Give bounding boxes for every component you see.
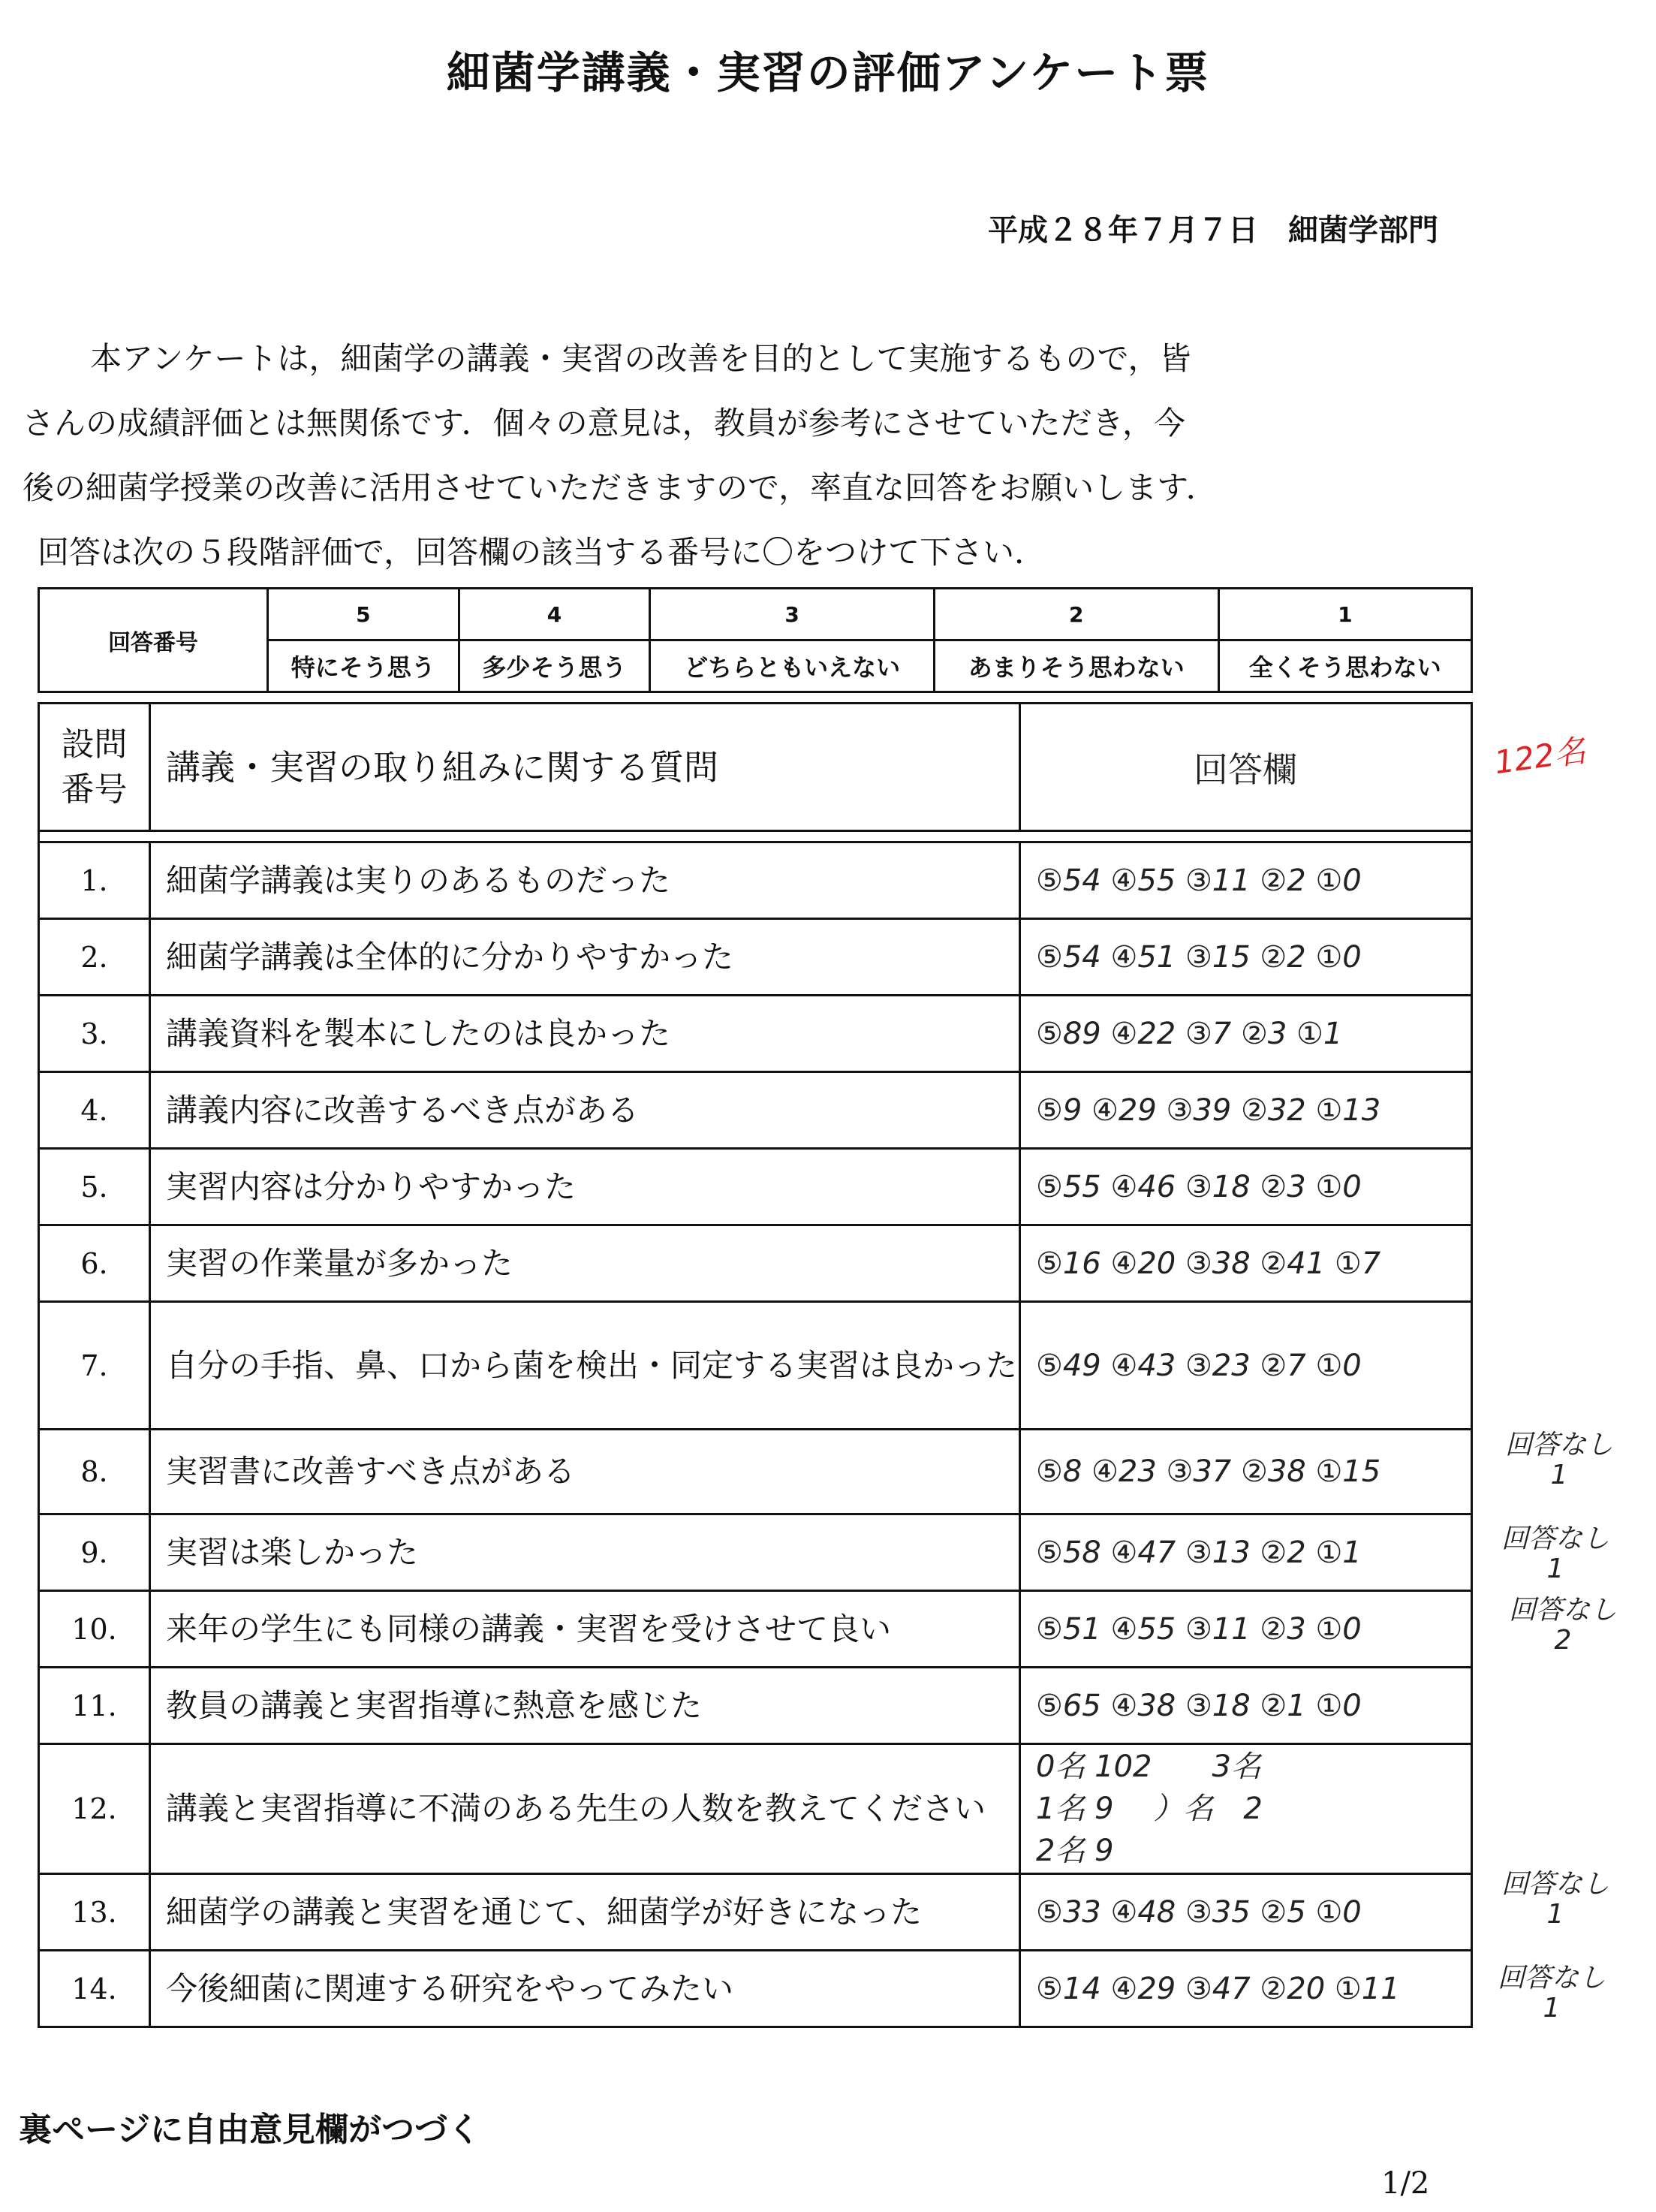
question-number: 7.: [39, 1302, 150, 1430]
question-number: 1.: [39, 842, 150, 919]
scale-number: 5: [268, 589, 459, 640]
table-row: [39, 1951, 1472, 2027]
answer-tally: ⑤58 ④47 ③13 ②2 ①1: [1020, 1514, 1472, 1591]
answer-line: 0名 102 3名: [1036, 1749, 1261, 1784]
question-text: 実習の作業量が多かった: [150, 1225, 1020, 1302]
answer-tally: ⑤9 ④29 ③39 ②32 ①13: [1020, 1072, 1472, 1149]
question-number: 4.: [39, 1072, 150, 1149]
question-table: [38, 702, 1473, 2028]
answer-tally: ⑤8 ④23 ③37 ②38 ①15: [1020, 1430, 1472, 1514]
question-text: 細菌学講義は実りのあるものだった: [150, 842, 1020, 919]
answer-line: 1名 9 ）名 2: [1036, 1792, 1263, 1826]
spacer: [39, 831, 1472, 842]
table-row: [39, 919, 1472, 996]
table-row: [39, 1514, 1472, 1591]
question-text: 講義内容に改善するべき点がある: [150, 1072, 1020, 1149]
scale-label: 多少そう思う: [459, 640, 650, 692]
no-answer-note-q8: [1505, 1430, 1613, 1490]
col-header-answer: 回答欄: [1020, 704, 1472, 831]
scale-number: 1: [1218, 589, 1471, 640]
question-number: 13.: [39, 1874, 150, 1951]
scale-number: 4: [459, 589, 650, 640]
table-row: [39, 1668, 1472, 1744]
scale-label: 全くそう思わない: [1218, 640, 1471, 692]
intro-line: 本アンケートは，細菌学の講義・実習の改善を目的として実施するもので，皆: [90, 340, 1191, 377]
scale-header: 回答番号: [39, 589, 268, 692]
no-answer-note-q14: [1498, 1963, 1606, 2024]
no-answer-note-q10: [1509, 1596, 1617, 1656]
scale-number: 3: [650, 589, 935, 640]
note-count: 1: [1543, 1993, 1561, 2024]
answer-tally: ⑤54 ④55 ③11 ②2 ①0: [1020, 842, 1472, 919]
question-number: 11.: [39, 1668, 150, 1744]
intro-line: 後の細菌学授業の改善に活用させていただきますので，率直な回答をお願いします．: [23, 469, 1218, 506]
note-text: 回答なし: [1498, 1963, 1606, 1994]
col-header-number: 設問 番号: [39, 704, 150, 831]
answer-tally: ⑤33 ④48 ③35 ②5 ①0: [1020, 1874, 1472, 1951]
intro-text: [23, 327, 1434, 585]
question-number: 6.: [39, 1225, 150, 1302]
question-text: 細菌学講義は全体的に分かりやすかった: [150, 919, 1020, 996]
scale-label: 特にそう思う: [268, 640, 459, 692]
answer-tally: ⑤49 ④43 ③23 ②7 ①0: [1020, 1302, 1472, 1430]
table-row: [39, 842, 1472, 919]
question-number: 2.: [39, 919, 150, 996]
question-text: 実習書に改善すべき点がある: [150, 1430, 1020, 1514]
intro-line: さんの成績評価とは無関係です．個々の意見は，教員が参考にさせていただき，今: [23, 405, 1185, 441]
page-title: 細菌学講義・実習の評価アンケート票: [446, 47, 1210, 98]
question-text: 講義と実習指導に不満のある先生の人数を教えてください: [150, 1744, 1020, 1874]
scale-number: 2: [934, 589, 1218, 640]
rating-scale-table: [38, 587, 1473, 693]
table-row: [39, 1430, 1472, 1514]
answer-tally: ⑤16 ④20 ③38 ②41 ①7: [1020, 1225, 1472, 1302]
question-text: 細菌学の講義と実習を通じて、細菌学が好きになった: [150, 1874, 1020, 1951]
no-answer-note-q9: [1501, 1524, 1609, 1584]
note-text: 回答なし: [1501, 1869, 1610, 1900]
page-number: 1/2: [1381, 2166, 1430, 2201]
scale-label: あまりそう思わない: [934, 640, 1218, 692]
table-row: [39, 1744, 1472, 1874]
answer-tally: ⑤55 ④46 ③18 ②3 ①0: [1020, 1149, 1472, 1225]
answer-tally: ⑤89 ④22 ③7 ②3 ①1: [1020, 996, 1472, 1072]
table-row: [39, 1302, 1472, 1430]
note-text: 回答なし: [1505, 1430, 1614, 1460]
note-text: 回答なし: [1501, 1523, 1610, 1554]
question-number: 9.: [39, 1514, 150, 1591]
answer-tally: ⑤51 ④55 ③11 ②3 ①0: [1020, 1591, 1472, 1668]
answer-tally-multiline: [1020, 1744, 1472, 1874]
intro-line: 回答は次の５段階評価で，回答欄の該当する番号に〇をつけて下さい．: [38, 534, 1046, 571]
scale-label: どちらともいえない: [650, 640, 935, 692]
question-number: 12.: [39, 1744, 150, 1874]
total-respondents-note: 122名: [1492, 731, 1588, 782]
date-department: 平成２８年７月７日 細菌学部門: [988, 213, 1438, 248]
answer-tally: ⑤54 ④51 ③15 ②2 ①0: [1020, 919, 1472, 996]
note-count: 1: [1546, 1554, 1564, 1584]
no-answer-note-q13: [1501, 1870, 1609, 1930]
table-row: [39, 1225, 1472, 1302]
note-count: 1: [1546, 1899, 1564, 1930]
note-count: 2: [1554, 1625, 1572, 1656]
note-text: 回答なし: [1509, 1595, 1618, 1626]
answer-tally: ⑤14 ④29 ③47 ②20 ①11: [1020, 1951, 1472, 2027]
col-header-question: 講義・実習の取り組みに関する質問: [150, 704, 1020, 831]
continued-on-back-note: 裏ページに自由意見欄がつづく: [19, 2111, 481, 2149]
table-row: [39, 996, 1472, 1072]
question-number: 8.: [39, 1430, 150, 1514]
question-number: 3.: [39, 996, 150, 1072]
question-number: 10.: [39, 1591, 150, 1668]
table-header-row: [39, 704, 1472, 831]
question-text: 教員の講義と実習指導に熱意を感じた: [150, 1668, 1020, 1744]
table-row: [39, 1072, 1472, 1149]
note-count: 1: [1550, 1460, 1568, 1490]
question-text: 講義資料を製本にしたのは良かった: [150, 996, 1020, 1072]
question-text: 自分の手指、鼻、口から菌を検出・同定する実習は良かった: [150, 1302, 1020, 1430]
answer-tally: ⑤65 ④38 ③18 ②1 ①0: [1020, 1668, 1472, 1744]
table-row: [39, 1149, 1472, 1225]
question-text: 来年の学生にも同様の講義・実習を受けさせて良い: [150, 1591, 1020, 1668]
table-row: [39, 1591, 1472, 1668]
question-number: 14.: [39, 1951, 150, 2027]
question-text: 実習は楽しかった: [150, 1514, 1020, 1591]
question-number: 5.: [39, 1149, 150, 1225]
question-text: 実習内容は分かりやすかった: [150, 1149, 1020, 1225]
answer-line: 2名 9: [1036, 1834, 1114, 1868]
table-row: [39, 1874, 1472, 1951]
question-text: 今後細菌に関連する研究をやってみたい: [150, 1951, 1020, 2027]
